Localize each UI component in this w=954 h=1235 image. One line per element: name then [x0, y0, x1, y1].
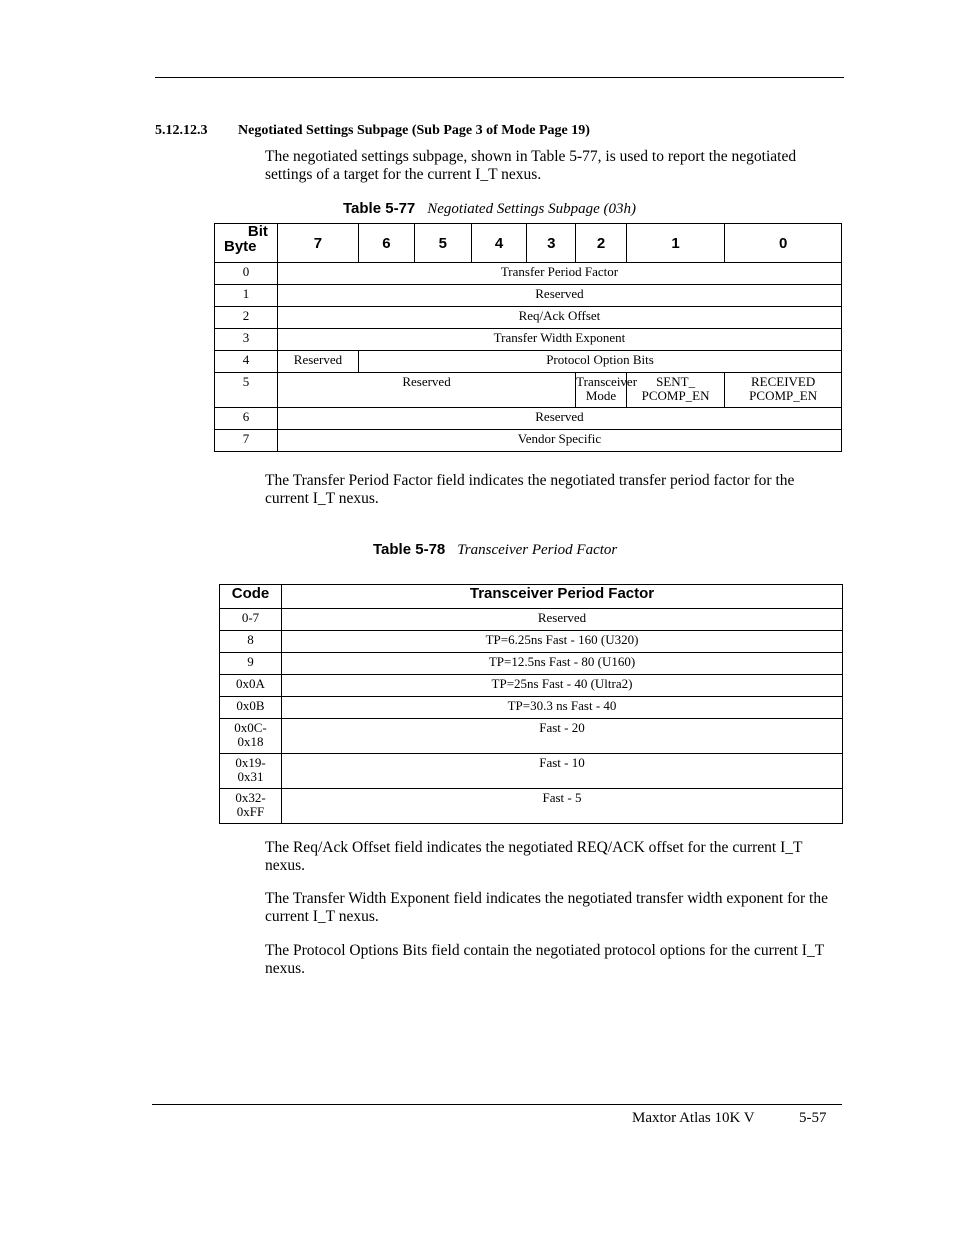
- bit-2-header: 2: [576, 224, 627, 263]
- table-row: [215, 351, 842, 373]
- bit-3-header: 3: [527, 224, 576, 263]
- code-cell: 0x0B: [220, 697, 282, 719]
- code-cell: 8: [220, 631, 282, 653]
- intro-paragraph: The negotiated settings subpage, shown in Table 5-77, is used to report the negotiated settings of a target for the current I_T nexus.: [265, 148, 797, 183]
- table-row: [220, 789, 843, 824]
- table78-caption: [373, 541, 617, 559]
- code-cell: 0x0A: [220, 675, 282, 697]
- field-cell: Protocol Option Bits: [359, 351, 842, 373]
- code-header: Code: [220, 585, 282, 609]
- factor-cell: TP=12.5ns Fast - 80 (U160): [282, 653, 843, 675]
- bit-0-header: 0: [725, 224, 842, 263]
- table-row: [215, 430, 842, 452]
- table-row: [215, 408, 842, 430]
- field-cell: Reserved: [277, 285, 841, 307]
- transceiver-period-factor-table: [219, 584, 843, 824]
- byte-cell: 5: [215, 373, 278, 408]
- byte-cell: 7: [215, 430, 278, 452]
- table77-caption: [343, 200, 636, 218]
- sent-pcomp-cell: SENT_ PCOMP_EN: [626, 373, 724, 408]
- field-cell: Transfer Period Factor: [277, 263, 841, 285]
- table-row: [220, 653, 843, 675]
- factor-cell: TP=25ns Fast - 40 (Ultra2): [282, 675, 843, 697]
- twe-paragraph: The Transfer Width Exponent field indicates the negotiated transfer width exponent for the current I_T nexus.: [265, 890, 828, 925]
- bit-4-header: 4: [471, 224, 527, 263]
- table-row: [215, 285, 842, 307]
- table-row: [220, 631, 843, 653]
- byte-cell: 3: [215, 329, 278, 351]
- footer-product: Maxtor Atlas 10K V: [632, 1110, 755, 1126]
- transceiver-mode-cell: Transceiver Mode: [576, 373, 627, 408]
- table77-title: Negotiated Settings Subpage (03h): [427, 201, 636, 217]
- table78-number: Table 5-78: [373, 541, 446, 558]
- bit-5-header: 5: [414, 224, 471, 263]
- byte-label: Byte: [224, 238, 257, 255]
- factor-cell: Fast - 10: [282, 754, 843, 789]
- factor-cell: Reserved: [282, 609, 843, 631]
- table-row: [215, 329, 842, 351]
- table-row: [220, 675, 843, 697]
- bit-1-header: 1: [626, 224, 724, 263]
- factor-cell: TP=6.25ns Fast - 160 (U320): [282, 631, 843, 653]
- field-cell: Transfer Width Exponent: [277, 329, 841, 351]
- section-title: Negotiated Settings Subpage (Sub Page 3 of Mode Page 19): [238, 123, 590, 138]
- section-heading: [155, 123, 590, 139]
- byte-cell: 1: [215, 285, 278, 307]
- reserved-cell: Reserved: [277, 373, 575, 408]
- header-rule: [155, 77, 844, 78]
- field-cell: Reserved: [277, 408, 841, 430]
- bit-7-header: 7: [277, 224, 358, 263]
- pob-paragraph: The Protocol Options Bits field contain the negotiated protocol options for the current I_T nexus.: [265, 942, 824, 977]
- bit-byte-header: [215, 224, 278, 263]
- reserved-cell: Reserved: [277, 351, 358, 373]
- code-cell: 0x32- 0xFF: [220, 789, 282, 824]
- tpf-paragraph: The Transfer Period Factor field indicates the negotiated transfer period factor for the current I_T nexus.: [265, 472, 795, 507]
- footer-page-number: 5-57: [799, 1110, 827, 1126]
- byte-cell: 2: [215, 307, 278, 329]
- table-row: [220, 754, 843, 789]
- table-row: [220, 719, 843, 754]
- factor-cell: Fast - 5: [282, 789, 843, 824]
- table-row: [215, 373, 842, 408]
- byte-cell: 0: [215, 263, 278, 285]
- table-row: [215, 307, 842, 329]
- table-row: [220, 697, 843, 719]
- footer-rule: [152, 1104, 842, 1105]
- bit-label: Bit: [247, 223, 268, 240]
- table-row: [220, 609, 843, 631]
- field-cell: Req/Ack Offset: [277, 307, 841, 329]
- received-pcomp-cell: RECEIVED PCOMP_EN: [725, 373, 842, 408]
- table77-number: Table 5-77: [343, 200, 416, 217]
- factor-cell: TP=30.3 ns Fast - 40: [282, 697, 843, 719]
- factor-header: Transceiver Period Factor: [282, 585, 843, 609]
- bit-6-header: 6: [359, 224, 415, 263]
- byte-cell: 6: [215, 408, 278, 430]
- code-cell: 0x19- 0x31: [220, 754, 282, 789]
- code-cell: 0x0C- 0x18: [220, 719, 282, 754]
- factor-cell: Fast - 20: [282, 719, 843, 754]
- byte-cell: 4: [215, 351, 278, 373]
- negotiated-settings-table: [214, 223, 842, 452]
- field-cell: Vendor Specific: [277, 430, 841, 452]
- section-number: 5.12.12.3: [155, 123, 208, 138]
- table-row: [215, 263, 842, 285]
- code-cell: 0-7: [220, 609, 282, 631]
- table78-title: Transceiver Period Factor: [457, 542, 618, 558]
- reqack-paragraph: The Req/Ack Offset field indicates the negotiated REQ/ACK offset for the current I_T nexus.: [265, 839, 803, 874]
- code-cell: 9: [220, 653, 282, 675]
